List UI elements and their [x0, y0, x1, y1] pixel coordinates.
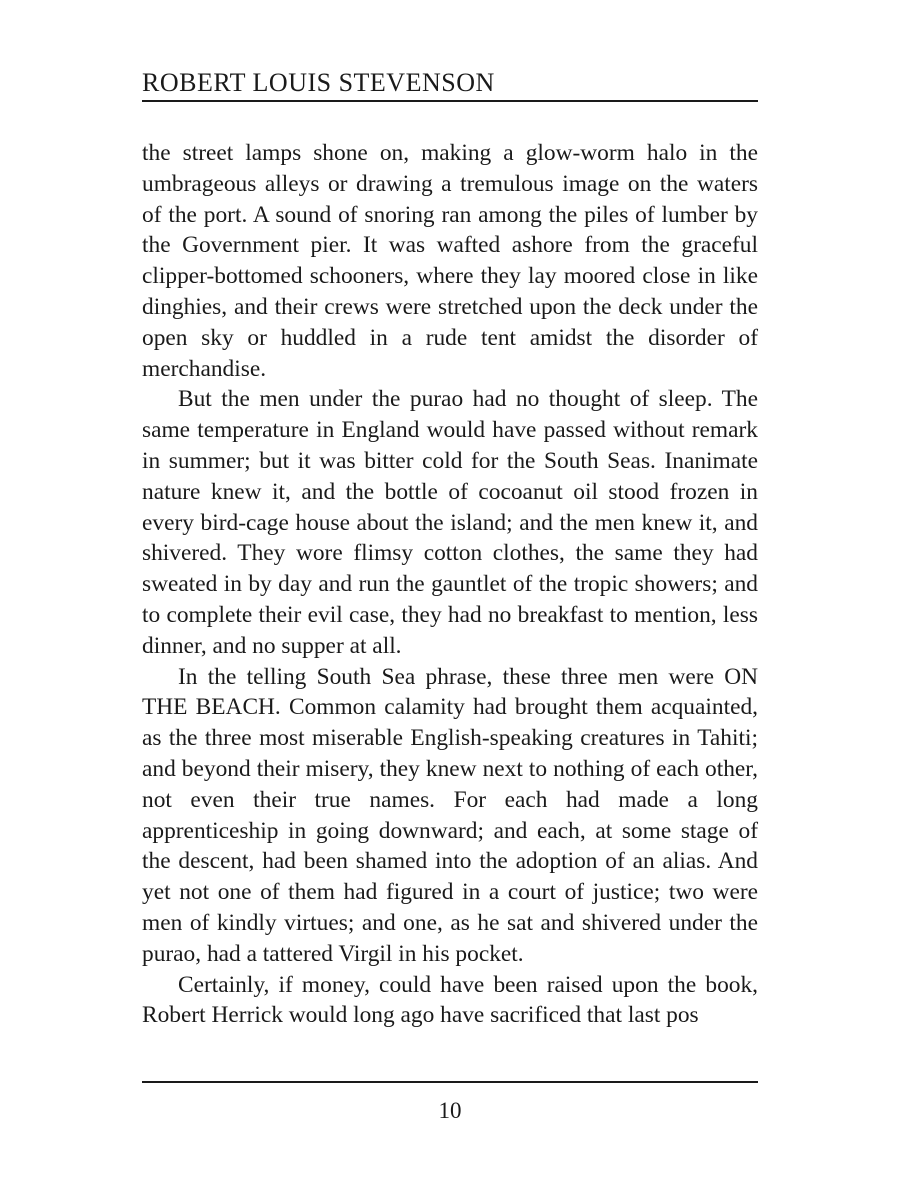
running-head: ROBERT LOUIS STEVENSON	[142, 68, 495, 97]
paragraph: the street lamps shone on, making a glow-worm halo in the umbrageous alleys or drawing a tremulous image on the waters of the port. A sound of snoring ran among the piles of lumber by the Government pier. It was wafted ashore from the graceful clipper-bottomed schooners, where they lay moored close in like dinghies, and their crews were stretched upon the deck under the open sky or huddled in a rude tent amidst the disorder of merchandise.	[142, 140, 758, 382]
body-text	[142, 138, 758, 1031]
paragraph: In the telling South Sea phrase, these three men were ON THE BEACH. Common calamity had brought them acquainted, as the three most miserable English-speaking creatures in Tahiti; and beyond their misery, they knew next to nothing of each other, not even their true names. For each had made a long apprenticeship in going downward; and each, at some stage of the descent, had been shamed into the adoption of an alias. And yet not one of them had figured in a court of justice; two were men of kindly virtues; and one, as he sat and shivered under the purao, had a tattered Virgil in his pocket.	[142, 663, 758, 967]
paragraph: But the men under the purao had no thought of sleep. The same temperature in England would have passed without remark in summer; but it was bitter cold for the South Seas. Inanimate nature knew it, and the bottle of cocoanut oil stood frozen in every bird-cage house about the island; and the men knew it, and shivered. They wore flimsy cotton clothes, the same they had sweated in by day and run the gauntlet of the tropic showers; and to complete their evil case, they had no breakfast to mention, less dinner, and no supper at all.	[142, 386, 758, 659]
page-number: 10	[438, 1098, 462, 1123]
paragraph: Certainly, if money, could have been raised upon the book, Robert Herrick would long ago have sacrificed that last pos	[142, 971, 758, 1029]
header-rule	[142, 100, 758, 102]
footer-rule	[142, 1081, 758, 1083]
